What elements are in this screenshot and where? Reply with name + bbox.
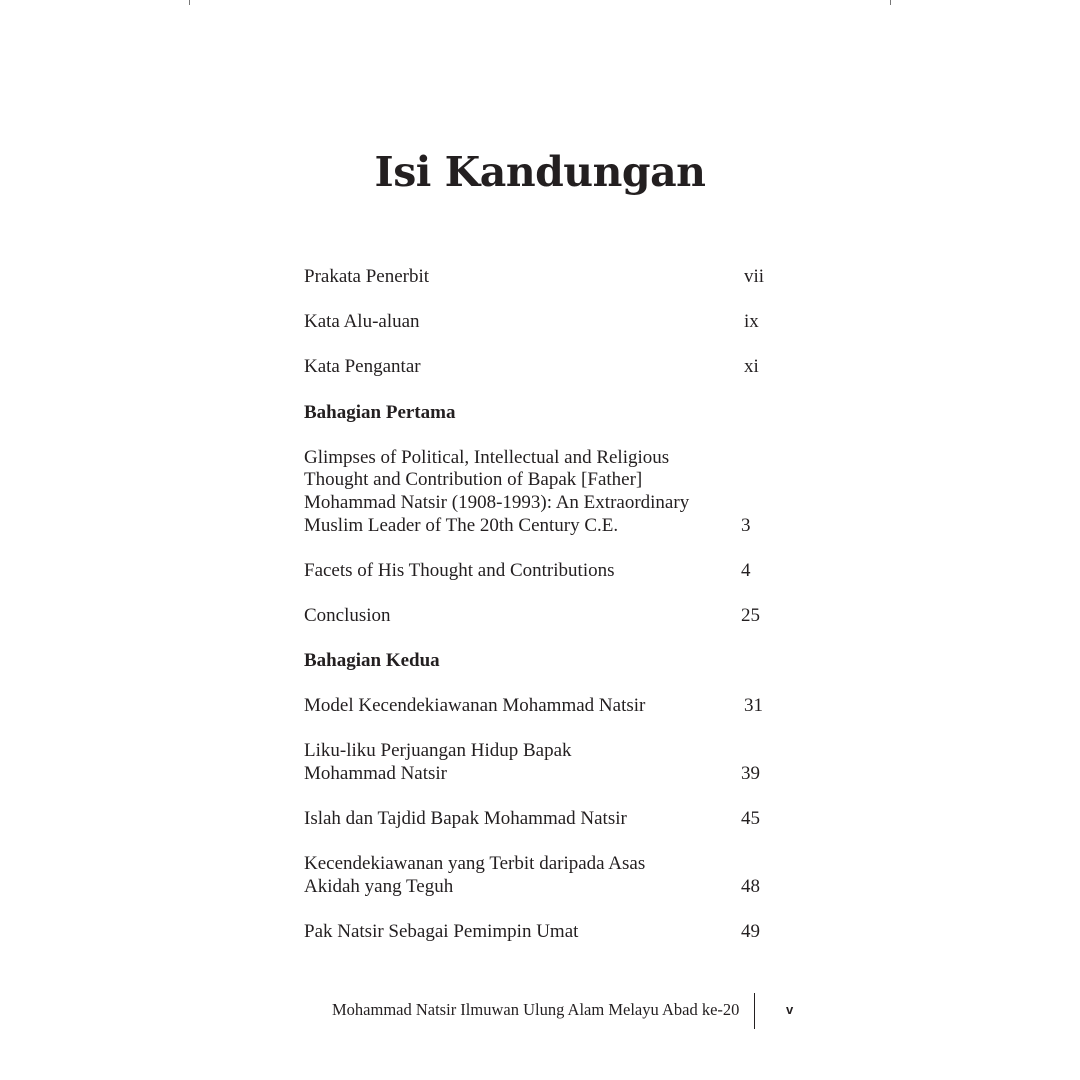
toc-entry[interactable] [304,808,784,831]
crop-mark-left [189,0,190,5]
toc-section-heading [304,650,784,673]
toc-entry[interactable] [304,447,784,537]
toc-entry-page: 49 [741,921,760,943]
toc-entry[interactable] [304,560,784,583]
table-of-contents [304,266,784,966]
toc-section-heading-title: Bahagian Pertama [304,401,456,423]
toc-entry[interactable] [304,311,784,334]
toc-entry-page: 39 [741,763,760,785]
toc-section-heading-title: Bahagian Kedua [304,650,440,672]
toc-entry-title: Glimpses of Political, Intellectual and Religious Thought and Contribution of Bapak [Father] Mohammad Natsir (1908-1993): An Extraordinary Muslim Leader of The 20th Century C.E. [304,446,690,536]
toc-entry[interactable] [304,266,784,289]
toc-entry-title: Liku-liku Perjuangan Hidup Bapak Mohammad Natsir [304,740,572,785]
toc-entry-title: Islah dan Tajdid Bapak Mohammad Natsir [304,808,627,830]
toc-entry-title: Kecendekiawanan yang Terbit daripada Asas Akidah yang Teguh [304,853,646,898]
toc-entry-title: Kata Pengantar [304,356,421,378]
toc-entry-title: Facets of His Thought and Contributions [304,559,615,581]
toc-entry-page: 31 [744,695,763,717]
toc-entry-title: Prakata Penerbit [304,266,430,287]
footer-page-number: v [786,1002,794,1017]
toc-entry-page: xi [744,356,759,378]
toc-entry[interactable] [304,740,784,785]
toc-entry[interactable] [304,853,784,898]
toc-entry-page: ix [744,311,759,333]
toc-entry-title: Model Kecendekiawanan Mohammad Natsir [304,695,646,717]
toc-entry-title: Conclusion [304,604,391,626]
crop-mark-right [890,0,891,5]
toc-entry[interactable] [304,921,784,944]
toc-entry-page: 25 [741,604,760,626]
toc-entry[interactable] [304,605,784,628]
footer-divider [754,993,755,1029]
toc-entry[interactable] [304,356,784,379]
toc-entry-page: vii [744,266,765,287]
toc-entry-page: 48 [741,876,760,898]
toc-entry-page: 4 [741,559,751,581]
toc-section-heading [304,402,784,425]
page-title: Isi Kandungan [374,148,706,196]
footer-book-title: Mohammad Natsir Ilmuwan Ulung Alam Melayu Abad ke-20 [332,1000,740,1019]
toc-entry-title: Kata Alu-aluan [304,311,420,333]
toc-entry-page: 3 [741,514,751,536]
toc-entry[interactable] [304,695,784,718]
page-footer [0,993,1080,1029]
toc-entry-page: 45 [741,808,760,830]
toc-entry-title: Pak Natsir Sebagai Pemimpin Umat [304,921,579,943]
